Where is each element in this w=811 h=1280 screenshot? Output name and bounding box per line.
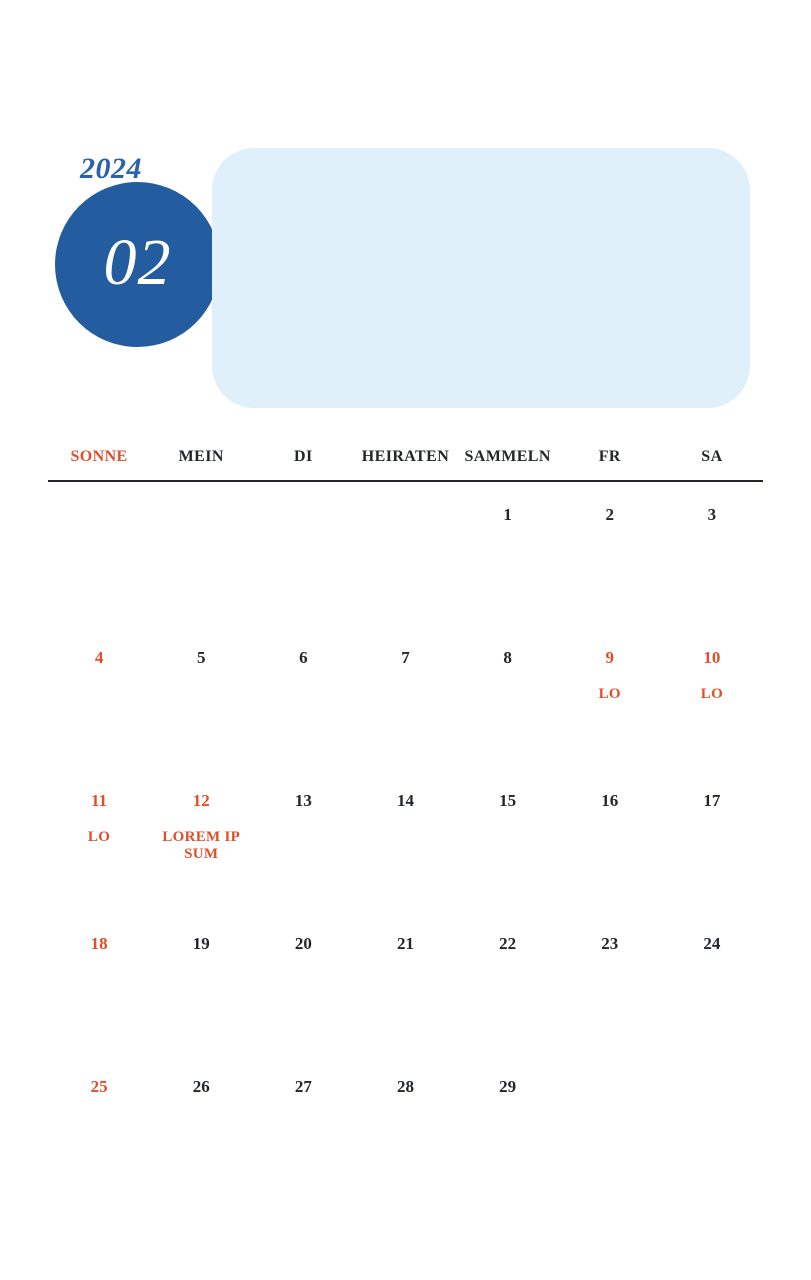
calendar-day-cell[interactable]: [559, 911, 661, 1054]
weekday-label-3: HEIRATEN: [361, 448, 450, 465]
day-number: 18: [90, 934, 108, 953]
calendar-day-cell[interactable]: [559, 625, 661, 768]
day-number: 14: [396, 791, 414, 810]
day-number: 5: [196, 648, 206, 667]
day-event-label[interactable]: LO: [700, 686, 724, 702]
day-number: 17: [703, 791, 721, 810]
day-number: 15: [499, 791, 517, 810]
day-number: 27: [294, 1077, 312, 1096]
month-badge: [55, 182, 220, 347]
month-number: 02: [103, 225, 172, 299]
day-number: 21: [396, 934, 414, 953]
weekday-header-row: [48, 448, 763, 482]
calendar-day-empty: [559, 1054, 661, 1197]
day-number: 25: [90, 1077, 108, 1096]
day-number: 12: [192, 791, 210, 810]
calendar-day-cell[interactable]: [457, 1054, 559, 1197]
calendar-day-cell[interactable]: [150, 911, 252, 1054]
weekday-label-0: SONNE: [70, 448, 128, 465]
calendar-grid: [48, 448, 763, 1197]
day-number: 7: [401, 648, 410, 667]
calendar-day-cell[interactable]: [354, 625, 456, 768]
calendar-day-cell[interactable]: [661, 482, 763, 625]
day-number: 11: [91, 791, 108, 810]
calendar-day-empty: [252, 482, 354, 625]
calendar-day-cell[interactable]: [48, 625, 150, 768]
calendar-day-cell[interactable]: [559, 482, 661, 625]
day-number: 28: [396, 1077, 414, 1096]
calendar-day-cell[interactable]: [354, 768, 456, 911]
calendar-day-cell[interactable]: [48, 1054, 150, 1197]
calendar-day-cell[interactable]: [252, 1054, 354, 1197]
day-number: 29: [499, 1077, 517, 1096]
day-number: 23: [601, 934, 619, 953]
calendar-day-cell[interactable]: [661, 768, 763, 911]
day-number: 22: [499, 934, 517, 953]
calendar-day-empty: [354, 482, 456, 625]
calendar-day-cell[interactable]: [354, 911, 456, 1054]
calendar-week-row: [48, 482, 763, 625]
calendar-day-cell[interactable]: [457, 911, 559, 1054]
calendar-week-row: [48, 911, 763, 1054]
calendar-day-empty: [48, 482, 150, 625]
calendar-day-cell[interactable]: [150, 768, 252, 911]
day-number: 3: [707, 505, 717, 524]
calendar-day-empty: [661, 1054, 763, 1197]
calendar-day-cell[interactable]: [252, 768, 354, 911]
weekday-label-6: SA: [701, 448, 723, 465]
calendar-day-cell[interactable]: [48, 768, 150, 911]
day-number: 4: [94, 648, 104, 667]
day-number: 26: [192, 1077, 210, 1096]
calendar-day-cell[interactable]: [457, 625, 559, 768]
calendar-day-cell[interactable]: [457, 482, 559, 625]
calendar-day-empty: [150, 482, 252, 625]
day-number: 2: [605, 505, 615, 524]
calendar-day-cell[interactable]: [661, 911, 763, 1054]
calendar-day-cell[interactable]: [559, 768, 661, 911]
weeks-container: [48, 482, 763, 1197]
weekday-label-5: FR: [598, 448, 621, 465]
notes-area[interactable]: [212, 148, 750, 408]
calendar-day-cell[interactable]: [48, 911, 150, 1054]
calendar-day-cell[interactable]: [252, 625, 354, 768]
calendar-day-cell[interactable]: [354, 1054, 456, 1197]
day-event-label[interactable]: LO: [598, 686, 621, 702]
calendar-header: [0, 0, 811, 430]
year-label: 2024: [80, 152, 142, 185]
calendar-week-row: [48, 768, 763, 911]
weekday-label-4: SAMMELN: [464, 448, 551, 465]
weekday-label-2: DI: [294, 448, 313, 465]
calendar-week-row: [48, 1054, 763, 1197]
day-number: 16: [601, 791, 619, 810]
calendar-day-cell[interactable]: [661, 625, 763, 768]
calendar-day-cell[interactable]: [150, 625, 252, 768]
weekday-label-1: MEIN: [178, 448, 224, 465]
day-event-label[interactable]: LO: [87, 829, 111, 845]
day-number: 6: [299, 648, 308, 667]
day-number: 1: [503, 505, 512, 524]
day-number: 9: [605, 648, 615, 667]
calendar-day-cell[interactable]: [252, 911, 354, 1054]
day-event-label[interactable]: LOREM IP SUM: [162, 829, 241, 863]
day-number: 20: [294, 934, 312, 953]
day-number: 24: [703, 934, 721, 953]
calendar-week-row: [48, 625, 763, 768]
day-number: 10: [703, 648, 721, 667]
day-number: 8: [503, 648, 512, 667]
calendar-day-cell[interactable]: [457, 768, 559, 911]
calendar-day-cell[interactable]: [150, 1054, 252, 1197]
day-number: 13: [294, 791, 312, 810]
day-number: 19: [192, 934, 210, 953]
